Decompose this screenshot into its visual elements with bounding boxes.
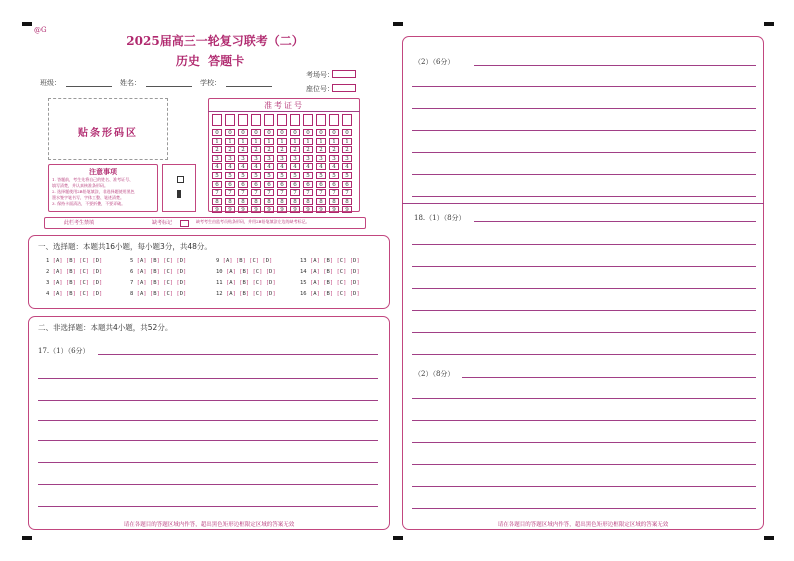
exam-number-bubble[interactable]: 2	[251, 146, 261, 153]
answer-line[interactable]	[412, 288, 756, 289]
mcq-question-6[interactable]: 6 [A] [B] [C] [D]	[130, 269, 187, 275]
exam-number-bubble[interactable]: 8	[238, 198, 248, 205]
footer-left: 请在各题目的答题区域内作答，超出黑色矩形边框限定区域的答案无效	[123, 522, 295, 528]
exam-number-bubble[interactable]: 4	[316, 163, 326, 170]
room-label: 考场号：	[306, 71, 334, 79]
exam-number-bubble[interactable]: 6	[277, 181, 287, 188]
exam-number-bubble[interactable]: 0	[264, 129, 274, 136]
exam-number-bubble[interactable]: 7	[225, 189, 235, 196]
question-number: 2	[46, 269, 50, 275]
exam-number-bubble[interactable]: 8	[290, 198, 300, 205]
exam-number-bubble[interactable]: 2	[238, 146, 248, 153]
exam-number-bubble[interactable]: 3	[225, 155, 235, 162]
exam-number-bubble[interactable]: 2	[303, 146, 313, 153]
exam-number-bubble[interactable]: 7	[251, 189, 261, 196]
mcq-question-7[interactable]: 7 [A] [B] [C] [D]	[130, 280, 187, 286]
exam-number-bubble[interactable]: 4	[329, 163, 339, 170]
answer-line[interactable]	[412, 86, 756, 87]
exam-number-bubble[interactable]: 9	[264, 206, 274, 213]
exam-number-bubble[interactable]: 3	[303, 155, 313, 162]
exam-number-bubble[interactable]: 8	[329, 198, 339, 205]
exam-number-bubble[interactable]: 3	[238, 155, 248, 162]
fill-example-block	[177, 190, 181, 198]
answer-line[interactable]	[412, 266, 756, 267]
exam-number-bubble[interactable]: 6	[303, 181, 313, 188]
answer-line[interactable]	[412, 486, 756, 487]
answer-line[interactable]	[412, 152, 756, 153]
exam-number-write-cell[interactable]	[303, 114, 313, 126]
exam-number-bubble[interactable]: 8	[212, 198, 222, 205]
question-number: 14	[300, 269, 307, 275]
exam-number-bubble[interactable]: 0	[316, 129, 326, 136]
exam-number-bubble[interactable]: 2	[264, 146, 274, 153]
exam-number-bubble[interactable]: 9	[212, 206, 222, 213]
answer-line[interactable]	[412, 398, 756, 399]
answer-line[interactable]	[412, 464, 756, 465]
exam-number-bubble[interactable]: 9	[251, 206, 261, 213]
exam-number-bubble[interactable]: 8	[316, 198, 326, 205]
exam-number-bubble[interactable]: 5	[303, 172, 313, 179]
mcq-question-9[interactable]: 9 [A] [B] [C] [D]	[216, 258, 273, 264]
alignment-mark	[22, 536, 32, 540]
page-title: 2025届高三一轮复习联考（二）	[126, 34, 304, 48]
exam-number-bubble[interactable]: 3	[264, 155, 274, 162]
question-number: 13	[300, 258, 307, 264]
mcq-question-12[interactable]: 12 [A] [B] [C] [D]	[216, 291, 276, 297]
exam-number-bubble[interactable]: 2	[225, 146, 235, 153]
mcq-question-4[interactable]: 4 [A] [B] [C] [D]	[46, 291, 103, 297]
exam-number-bubble[interactable]: 1	[342, 138, 352, 145]
strip-right: 缺考考生由监考员贴条形码，并用2B铅笔填涂左边的缺考标记。	[196, 219, 310, 224]
exam-number-bubble[interactable]: 0	[303, 129, 313, 136]
exam-number-bubble[interactable]: 0	[251, 129, 261, 136]
question-number: 7	[130, 280, 134, 286]
exam-number-write-cell[interactable]	[225, 114, 235, 126]
name-label: 姓名：	[120, 79, 141, 87]
exam-number-bubble[interactable]: 7	[264, 189, 274, 196]
exam-number-bubble[interactable]: 1	[251, 138, 261, 145]
exam-number-bubble[interactable]: 4	[212, 163, 222, 170]
question-number: 5	[130, 258, 134, 264]
exam-number-title: 准考证号	[264, 101, 304, 110]
answer-line[interactable]	[412, 108, 756, 109]
exam-number-bubble[interactable]: 0	[342, 129, 352, 136]
exam-number-write-cell[interactable]	[342, 114, 352, 126]
exam-number-write-cell[interactable]	[238, 114, 248, 126]
exam-number-bubble[interactable]: 9	[303, 206, 313, 213]
exam-number-bubble[interactable]: 8	[277, 198, 287, 205]
exam-number-bubble[interactable]: 5	[238, 172, 248, 179]
mcq-question-16[interactable]: 16 [A] [B] [C] [D]	[300, 291, 360, 297]
mcq-question-13[interactable]: 13 [A] [B] [C] [D]	[300, 258, 360, 264]
mcq-question-15[interactable]: 15 [A] [B] [C] [D]	[300, 280, 360, 286]
exam-number-bubble[interactable]: 5	[212, 172, 222, 179]
exam-number-bubble[interactable]: 7	[277, 189, 287, 196]
exam-number-bubble[interactable]: 9	[238, 206, 248, 213]
fill-example-block	[177, 176, 184, 183]
answer-line[interactable]	[412, 130, 756, 131]
mcq-question-1[interactable]: 1 [A] [B] [C] [D]	[46, 258, 103, 264]
answer-line[interactable]	[412, 332, 756, 333]
answer-line[interactable]	[412, 244, 756, 245]
exam-number-bubble[interactable]: 1	[329, 138, 339, 145]
exam-number-bubble[interactable]: 1	[238, 138, 248, 145]
exam-number-bubble[interactable]: 3	[251, 155, 261, 162]
exam-number-bubble[interactable]: 2	[212, 146, 222, 153]
strip-left: 此栏考生禁填	[64, 220, 95, 226]
exam-number-bubble[interactable]: 1	[316, 138, 326, 145]
exam-number-bubble[interactable]: 0	[238, 129, 248, 136]
question-number: 12	[216, 291, 223, 297]
answer-line[interactable]	[412, 420, 756, 421]
exam-number-bubble[interactable]: 4	[342, 163, 352, 170]
question-number: 8	[130, 291, 134, 297]
alignment-mark	[393, 22, 403, 26]
question-number: 6	[130, 269, 134, 275]
exam-number-bubble[interactable]: 5	[251, 172, 261, 179]
exam-number-bubble[interactable]: 6	[290, 181, 300, 188]
exam-number-bubble[interactable]: 8	[251, 198, 261, 205]
exam-number-bubble[interactable]: 8	[264, 198, 274, 205]
answer-line[interactable]	[38, 420, 378, 421]
q17-1-label: 17.（1）（6分）	[38, 347, 90, 355]
answer-line[interactable]	[412, 354, 756, 355]
answer-line[interactable]	[38, 440, 378, 441]
exam-number-bubble[interactable]: 4	[290, 163, 300, 170]
question-number: 4	[46, 291, 50, 297]
exam-number-bubble[interactable]: 7	[238, 189, 248, 196]
alignment-mark	[764, 22, 774, 26]
q18-1-label: 18.（1）（8分）	[414, 214, 466, 222]
exam-number-bubble[interactable]: 7	[290, 189, 300, 196]
exam-number-bubble[interactable]: 8	[225, 198, 235, 205]
exam-number-bubble[interactable]: 5	[342, 172, 352, 179]
question-number: 10	[216, 269, 223, 275]
mcq-question-5[interactable]: 5 [A] [B] [C] [D]	[130, 258, 187, 264]
class-field[interactable]	[66, 86, 112, 87]
exam-number-bubble[interactable]: 7	[316, 189, 326, 196]
answer-line[interactable]	[412, 310, 756, 311]
exam-number-bubble[interactable]: 1	[303, 138, 313, 145]
seat-boxes[interactable]	[332, 84, 356, 92]
name-field[interactable]	[146, 86, 192, 87]
exam-number-bubble[interactable]: 3	[277, 155, 287, 162]
right-page-box	[402, 36, 764, 530]
mcq-question-2[interactable]: 2 [A] [B] [C] [D]	[46, 269, 103, 275]
exam-number-bubble[interactable]: 5	[225, 172, 235, 179]
room-boxes[interactable]	[332, 70, 356, 78]
exam-number-divider	[208, 111, 360, 112]
exam-number-bubble[interactable]: 4	[264, 163, 274, 170]
exam-number-bubble[interactable]: 5	[290, 172, 300, 179]
exam-number-bubble[interactable]: 7	[212, 189, 222, 196]
answer-line[interactable]	[38, 400, 378, 401]
mcq-question-8[interactable]: 8 [A] [B] [C] [D]	[130, 291, 187, 297]
exam-number-write-cell[interactable]	[316, 114, 326, 126]
answer-line[interactable]	[412, 508, 756, 509]
exam-number-bubble[interactable]: 6	[342, 181, 352, 188]
exam-number-write-cell[interactable]	[264, 114, 274, 126]
answer-line[interactable]	[98, 354, 378, 355]
exam-number-bubble[interactable]: 6	[212, 181, 222, 188]
section1-title: 一、选择题：本题共16小题，每小题3分，共48分。	[38, 242, 212, 251]
exam-number-write-cell[interactable]	[212, 114, 222, 126]
exam-number-bubble[interactable]: 1	[277, 138, 287, 145]
exam-number-bubble[interactable]: 2	[277, 146, 287, 153]
exam-number-bubble[interactable]: 1	[212, 138, 222, 145]
school-field[interactable]	[226, 86, 272, 87]
exam-number-bubble[interactable]: 3	[329, 155, 339, 162]
exam-number-bubble[interactable]: 2	[316, 146, 326, 153]
watermark: @G	[34, 26, 47, 34]
exam-number-write-cell[interactable]	[277, 114, 287, 126]
exam-number-bubble[interactable]: 6	[329, 181, 339, 188]
question-number: 16	[300, 291, 307, 297]
exam-number-bubble[interactable]: 9	[329, 206, 339, 213]
alignment-mark	[764, 536, 774, 540]
exam-number-bubble[interactable]: 0	[290, 129, 300, 136]
answer-line[interactable]	[412, 442, 756, 443]
seat-label: 座位号：	[306, 85, 334, 93]
mcq-question-3[interactable]: 3 [A] [B] [C] [D]	[46, 280, 103, 286]
answer-line[interactable]	[412, 196, 756, 197]
exam-number-bubble[interactable]: 1	[225, 138, 235, 145]
exam-number-bubble[interactable]: 1	[264, 138, 274, 145]
notice-title: 注意事项	[89, 167, 117, 176]
exam-number-bubble[interactable]: 4	[303, 163, 313, 170]
exam-number-bubble[interactable]: 6	[238, 181, 248, 188]
footer-right: 请在各题目的答题区域内作答，超出黑色矩形边框限定区域的答案无效	[497, 522, 669, 528]
q18-2-label: （2）（8分）	[414, 370, 455, 378]
exam-number-bubble[interactable]: 5	[316, 172, 326, 179]
exam-number-bubble[interactable]: 8	[342, 198, 352, 205]
exam-number-bubble[interactable]: 0	[329, 129, 339, 136]
exam-number-write-cell[interactable]	[251, 114, 261, 126]
exam-number-bubble[interactable]: 8	[303, 198, 313, 205]
exam-number-bubble[interactable]: 7	[329, 189, 339, 196]
exam-number-bubble[interactable]: 4	[277, 163, 287, 170]
exam-number-bubble[interactable]: 7	[303, 189, 313, 196]
page-subtitle: 历史 答题卡	[175, 54, 245, 68]
question-number: 1	[46, 258, 50, 264]
answer-line[interactable]	[38, 462, 378, 463]
alignment-mark	[22, 22, 32, 26]
mcq-question-14[interactable]: 14 [A] [B] [C] [D]	[300, 269, 360, 275]
exam-number-bubble[interactable]: 6	[316, 181, 326, 188]
exam-number-bubble[interactable]: 6	[225, 181, 235, 188]
exam-number-bubble[interactable]: 9	[342, 206, 352, 213]
exam-number-bubble[interactable]: 7	[342, 189, 352, 196]
question-number: 11	[216, 280, 223, 286]
exam-number-bubble[interactable]: 3	[316, 155, 326, 162]
barcode-label: 贴条形码区	[78, 128, 138, 139]
exam-number-bubble[interactable]: 5	[329, 172, 339, 179]
exam-number-bubble[interactable]: 5	[277, 172, 287, 179]
question-number: 3	[46, 280, 50, 286]
exam-number-bubble[interactable]: 4	[251, 163, 261, 170]
exam-number-write-cell[interactable]	[329, 114, 339, 126]
section-divider	[402, 203, 764, 204]
exam-number-bubble[interactable]: 5	[264, 172, 274, 179]
exam-number-bubble[interactable]: 9	[316, 206, 326, 213]
q17-2-label: （2）（6分）	[414, 58, 455, 66]
exam-number-bubble[interactable]: 6	[264, 181, 274, 188]
absent-mark-box[interactable]	[180, 220, 189, 227]
section2-title: 二、非选择题：本题共4小题，共52分。	[38, 323, 173, 332]
fill-example-box	[162, 164, 196, 212]
notice-body: 1. 答题前，考生先将自己的姓名、准考证号、 填写清楚，并认真核准条形码。 2. 选择题使用2B铅笔填涂，非选择题使用黑色 墨水签字笔书写，字体工整、笔迹清楚。 3. 保持卡面清洁，不要折叠，不要弄破。	[52, 177, 135, 206]
answer-line[interactable]	[38, 378, 378, 379]
answer-line[interactable]	[38, 506, 378, 507]
answer-line[interactable]	[38, 484, 378, 485]
exam-number-bubble[interactable]: 3	[212, 155, 222, 162]
exam-number-bubble[interactable]: 4	[225, 163, 235, 170]
exam-number-bubble[interactable]: 9	[277, 206, 287, 213]
strip-mid: 缺考标记	[152, 220, 173, 226]
exam-number-bubble[interactable]: 0	[225, 129, 235, 136]
exam-number-bubble[interactable]: 2	[290, 146, 300, 153]
answer-line[interactable]	[412, 174, 756, 175]
exam-number-bubble[interactable]: 9	[290, 206, 300, 213]
alignment-mark	[393, 536, 403, 540]
exam-number-bubble[interactable]: 6	[251, 181, 261, 188]
answer-line[interactable]	[474, 221, 756, 222]
exam-number-bubble[interactable]: 2	[342, 146, 352, 153]
exam-number-bubble[interactable]: 0	[212, 129, 222, 136]
exam-number-bubble[interactable]: 1	[290, 138, 300, 145]
answer-line[interactable]	[462, 377, 756, 378]
exam-number-bubble[interactable]: 3	[290, 155, 300, 162]
question-number: 9	[216, 258, 220, 264]
answer-line[interactable]	[474, 65, 756, 66]
exam-number-bubble[interactable]: 0	[277, 129, 287, 136]
school-label: 学校：	[200, 79, 221, 87]
exam-number-bubble[interactable]: 4	[238, 163, 248, 170]
question-number: 15	[300, 280, 307, 286]
mcq-question-10[interactable]: 10 [A] [B] [C] [D]	[216, 269, 276, 275]
exam-number-bubble[interactable]: 3	[342, 155, 352, 162]
exam-number-bubble[interactable]: 9	[225, 206, 235, 213]
exam-number-write-cell[interactable]	[290, 114, 300, 126]
exam-number-bubble[interactable]: 2	[329, 146, 339, 153]
class-label: 班级：	[40, 79, 61, 87]
mcq-question-11[interactable]: 11 [A] [B] [C] [D]	[216, 280, 276, 286]
